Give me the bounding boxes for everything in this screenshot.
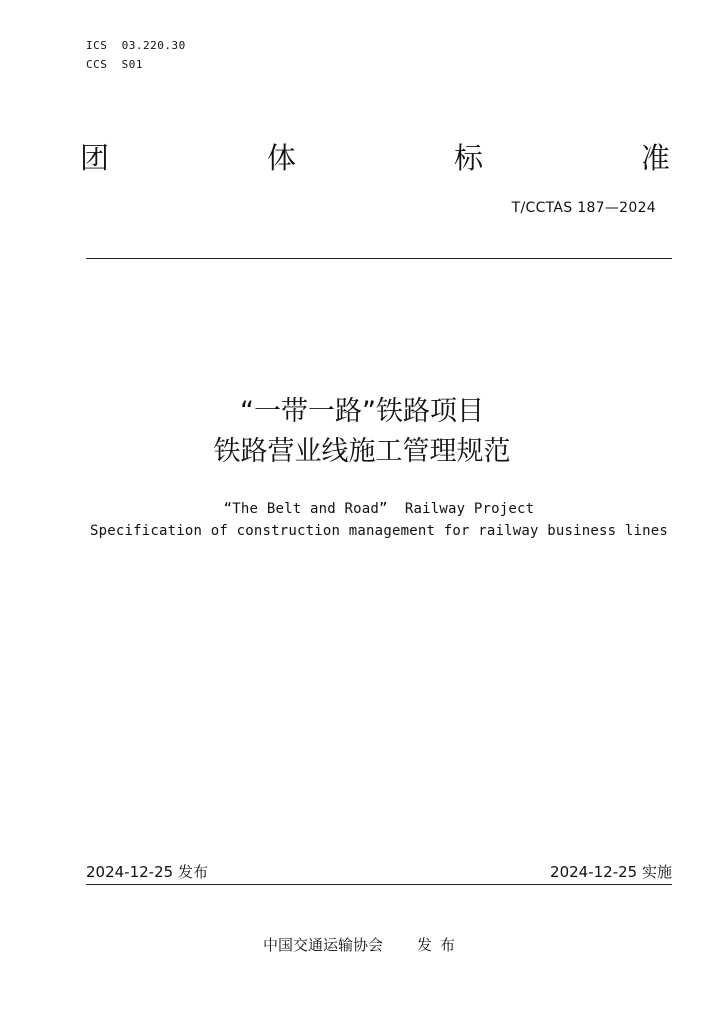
english-title: [0, 498, 724, 542]
top-divider: [86, 258, 672, 259]
issuer-line: [263, 934, 463, 956]
chinese-title-line-2: 铁路营业线施工管理规范: [213, 436, 511, 467]
publish-date: 2024-12-25 发布: [86, 863, 208, 881]
standard-type-char: 准: [640, 141, 670, 175]
english-title-line-1: “The Belt and Road” Railway Project: [223, 501, 535, 517]
standard-type-char: 体: [266, 141, 296, 175]
chinese-title: [0, 392, 724, 472]
implementation-date: 2024-12-25 实施: [550, 863, 672, 881]
chinese-title-line-1: “一带一路”铁路项目: [240, 396, 484, 427]
bottom-divider: [86, 884, 672, 885]
issuer-name: 中国交通运输协会: [263, 936, 384, 954]
standard-type-heading: [80, 138, 670, 178]
standard-type-char: 标: [453, 141, 483, 175]
ccs-code: CCS S01: [86, 58, 143, 71]
standard-type-char: 团: [80, 141, 110, 175]
standard-number: T/CCTAS 187—2024: [511, 200, 656, 216]
ics-code: ICS 03.220.30: [86, 39, 186, 52]
issuer-action: 发布: [417, 936, 464, 954]
english-title-line-2: Specification of construction management for railway business lines: [89, 523, 669, 539]
classification-codes: [86, 36, 186, 74]
